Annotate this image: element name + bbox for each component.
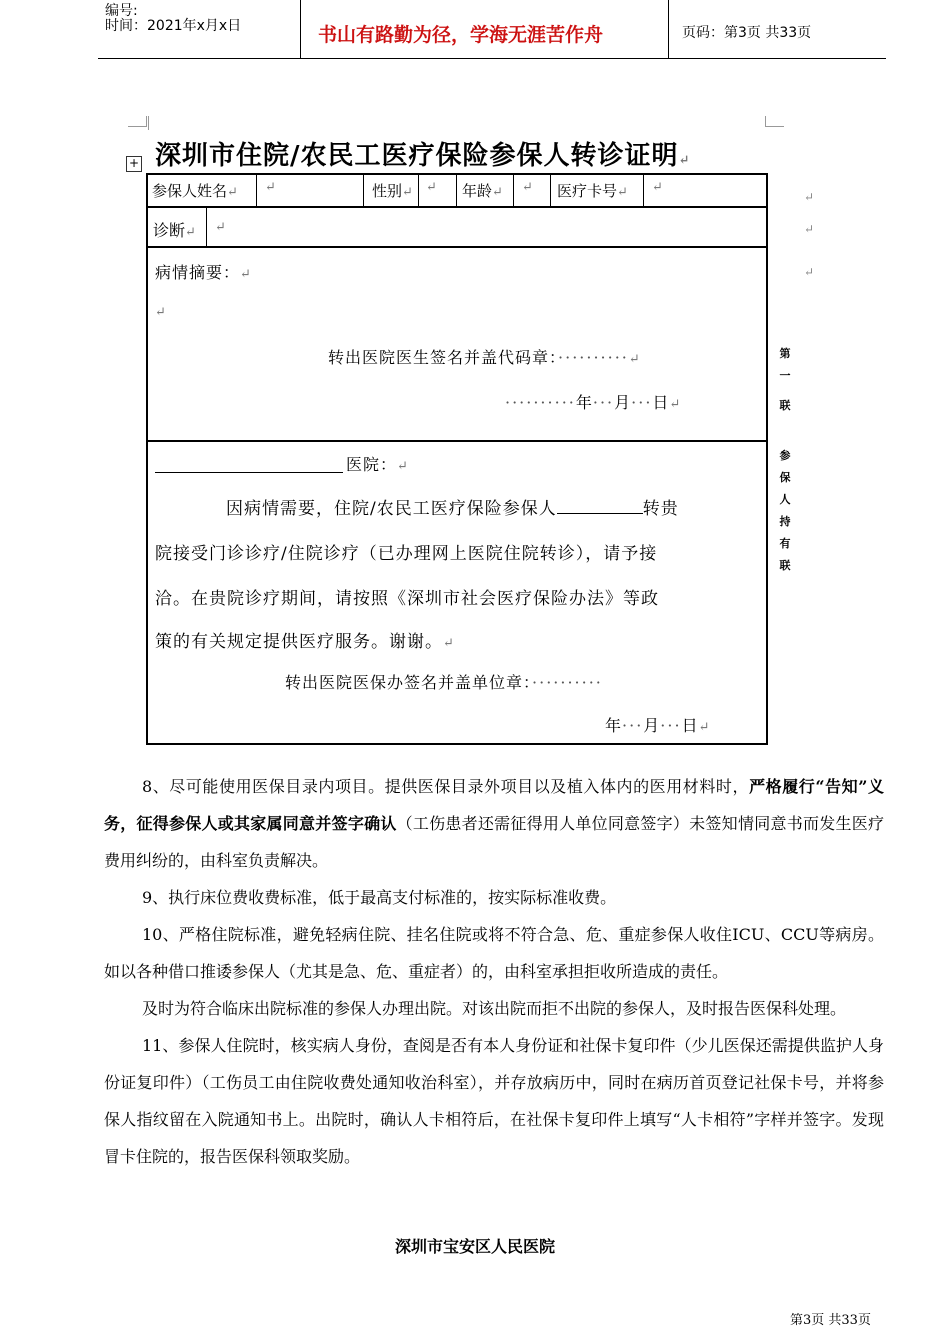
hospital-label: 医院：↵ — [346, 455, 409, 474]
gender-label: 性别↵ — [372, 182, 413, 200]
paragraph-10: 10、严格住院标准，避免轻病住院、挂名住院或将不符合急、危、重症参保人收住ICU、CCU等病房。如以各种借口推诿参保人（尤其是急、危、重症者）的，由科室承担拒收所造成的责任。 — [104, 925, 884, 981]
date-line-1: ··········年···月···日↵ — [505, 393, 682, 412]
hospital-signature: 深圳市宝安区人民医院 — [394, 1237, 555, 1256]
return-mark-icon: ↵ — [678, 153, 691, 168]
letter-line-1: 因病情需要，住院/农民工医疗保险参保人 转贵 — [226, 499, 679, 519]
medical-card-field[interactable]: ↵ — [652, 180, 663, 195]
header-divider — [668, 0, 669, 58]
age-label: 年龄↵ — [462, 182, 503, 200]
header-divider — [300, 0, 301, 58]
return-mark-icon: ↵ — [804, 265, 815, 279]
letter-line-2: 院接受门诊诊疗/住院诊疗（已办理网上医院住院转诊），请予接 — [155, 544, 658, 564]
diagnosis-label: 诊断↵ — [153, 221, 196, 240]
insured-name-field[interactable]: ↵ — [265, 180, 276, 195]
insured-name-blank[interactable] — [557, 497, 643, 514]
cell-divider — [363, 175, 364, 206]
return-mark-icon: ↵ — [804, 190, 815, 204]
form-title — [155, 135, 690, 172]
document-meta — [105, 4, 241, 34]
date-line-2: 年···月···日↵ — [605, 716, 711, 735]
cell-divider — [513, 175, 514, 206]
letter-line-4: 策的有关规定提供医疗服务。谢谢。↵ — [155, 632, 455, 652]
header-rule — [98, 58, 886, 59]
cell-divider — [550, 175, 551, 206]
paragraph-10-continued: 及时为符合临床出院标准的参保人办理出院。对该出院而拒不出院的参保人，及时报告医保科处理。 — [142, 999, 847, 1018]
age-field[interactable]: ↵ — [522, 180, 533, 195]
doctor-signature-line: 转出医院医生签名并盖代码章：··········↵ — [328, 348, 641, 367]
form-title-text: 深圳市住院/农民工医疗保险参保人转诊证明 — [155, 141, 679, 171]
paragraph-8: 8、尽可能使用医保目录内项目。提供医保目录外项目以及植入体内的医用材料时，严格履行“告知”义务，征得参保人或其家属同意并签字确认（工伤患者还需征得用人单位同意签字）未签知情同意书而发生医疗费用纠纷的，由科室负责解决。 — [104, 777, 884, 870]
cell-divider — [418, 175, 419, 206]
time-label: 时间：2021年x月x日 — [105, 18, 242, 34]
row-divider — [146, 206, 768, 208]
header-motto: 书山有路勤为径，学海无涯苦作舟 — [318, 24, 604, 46]
gender-field[interactable]: ↵ — [426, 180, 437, 195]
cell-divider — [256, 175, 257, 206]
crop-mark — [148, 116, 167, 130]
footer-page-number: 第3页 共33页 — [790, 1313, 871, 1328]
return-mark-icon: ↵ — [155, 305, 166, 320]
referral-form — [146, 173, 768, 745]
copy-designation-vertical: 第 一 联 参 保 人 持 有 联 — [779, 347, 791, 572]
cell-divider — [643, 175, 644, 206]
paragraph-9: 9、执行床位费收费标准，低于最高支付标准的，按实际标准收费。 — [142, 888, 617, 907]
crop-mark — [765, 116, 784, 127]
insured-name-label: 参保人姓名↵ — [152, 182, 238, 200]
medical-card-label: 医疗卡号↵ — [557, 182, 628, 200]
header-page-number: 页码：第3页 共33页 — [682, 25, 812, 41]
diagnosis-field[interactable]: ↵ — [215, 220, 226, 235]
cell-divider — [206, 208, 207, 246]
table-move-handle-icon[interactable]: + — [126, 156, 142, 172]
crop-mark — [128, 116, 147, 127]
hospital-name-blank[interactable] — [155, 472, 343, 473]
office-signature-line: 转出医院医保办签名并盖单位章：·········· — [285, 673, 603, 692]
cell-divider — [456, 175, 457, 206]
paragraph-11: 11、参保人住院时，核实病人身份，查阅是否有本人身份证和社保卡复印件（少儿医保还需提供监护人身份证复印件）（工伤员工由住院收费处通知收治科室），并存放病历中，同时在病历首页登记社保卡号，并将参保人指纹留在入院通知书上。出院时，确认人卡相符后，在社保卡复印件上填写“人卡相符”字样并签字。发现冒卡住院的，报告医保科领取奖励。 — [104, 1036, 884, 1166]
return-mark-icon: ↵ — [804, 222, 815, 236]
row-divider — [146, 246, 768, 248]
regulation-paragraphs — [104, 768, 884, 1175]
case-summary-label: 病情摘要：↵ — [155, 263, 252, 282]
row-divider — [146, 440, 768, 442]
letter-line-3: 洽。在贵院诊疗期间，请按照《深圳市社会医疗保险办法》等政 — [155, 589, 659, 609]
number-label: 编号: — [105, 3, 138, 19]
